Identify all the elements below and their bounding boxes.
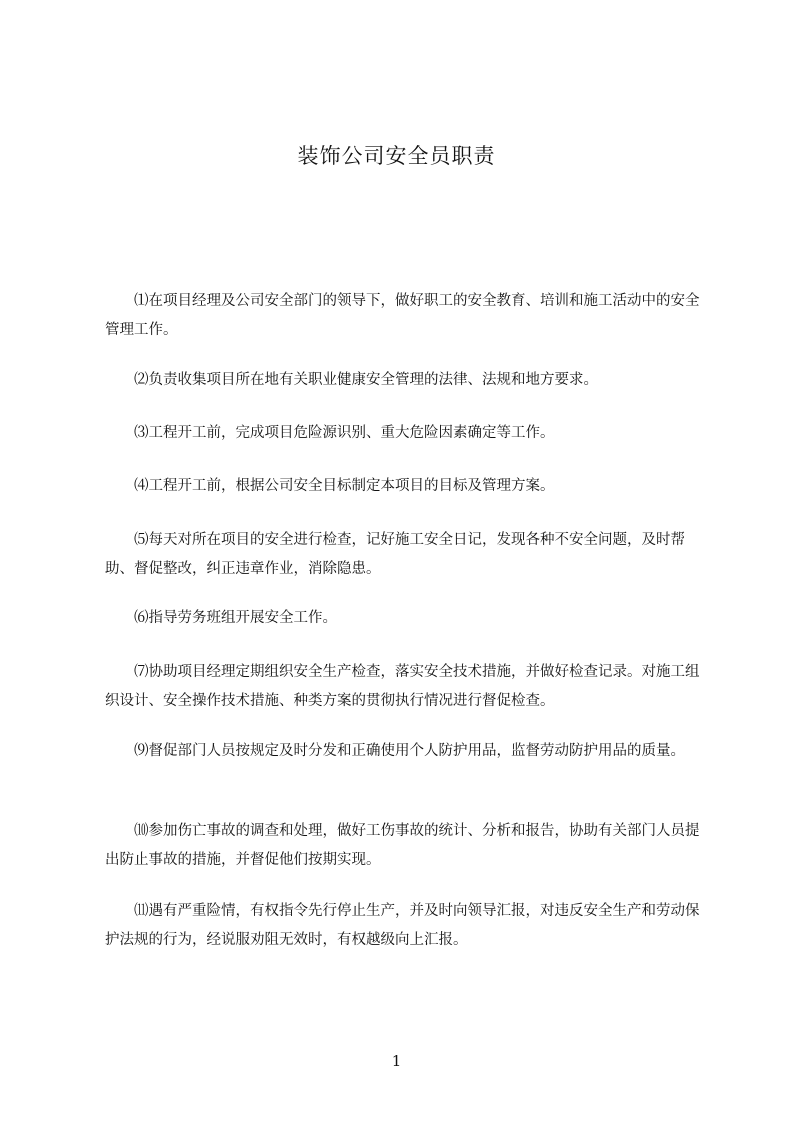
document-title: 装饰公司安全员职责 [297, 144, 496, 168]
paragraph-7: ⑺协助项目经理定期组织安全生产检查，落实安全技术措施，并做好检查记录。对施工组织设计、安全操作技术措施、种类方案的贯彻执行情况进行督促检查。 [105, 664, 700, 709]
paragraph-2: ⑵负责收集项目所在地有关职业健康安全管理的法律、法规和地方要求。 [105, 372, 598, 388]
paragraph-5: ⑸每天对所在项目的安全进行检查，记好施工安全日记，发现各种不安全问题，及时帮助、督促整改，纠正违章作业，消除隐患。 [105, 532, 685, 577]
paragraph-4: ⑷工程开工前，根据公司安全目标制定本项目的目标及管理方案。 [105, 478, 555, 494]
paragraph-6: ⑹指导劳务班组开展安全工作。 [105, 610, 337, 626]
page-number: 1 [391, 1052, 402, 1070]
paragraph-10: ⑾遇有严重险情，有权指令先行停止生产，并及时向领导汇报，对违反安全生产和劳动保护法规的行为，经说服劝阻无效时，有权越级向上汇报。 [105, 903, 700, 948]
paragraph-8: ⑼督促部门人员按规定及时分发和正确使用个人防护用品，监督劳动防护用品的质量。 [105, 743, 685, 759]
paragraph-3: ⑶工程开工前，完成项目危险源识别、重大危险因素确定等工作。 [105, 425, 555, 441]
paragraph-1: ⑴在项目经理及公司安全部门的领导下，做好职工的安全教育、培训和施工活动中的安全管理工作。 [105, 293, 700, 338]
paragraph-9: ⑽参加伤亡事故的调查和处理，做好工伤事故的统计、分析和报告，协助有关部门人员提出防止事故的措施，并督促他们按期实现。 [105, 823, 700, 868]
